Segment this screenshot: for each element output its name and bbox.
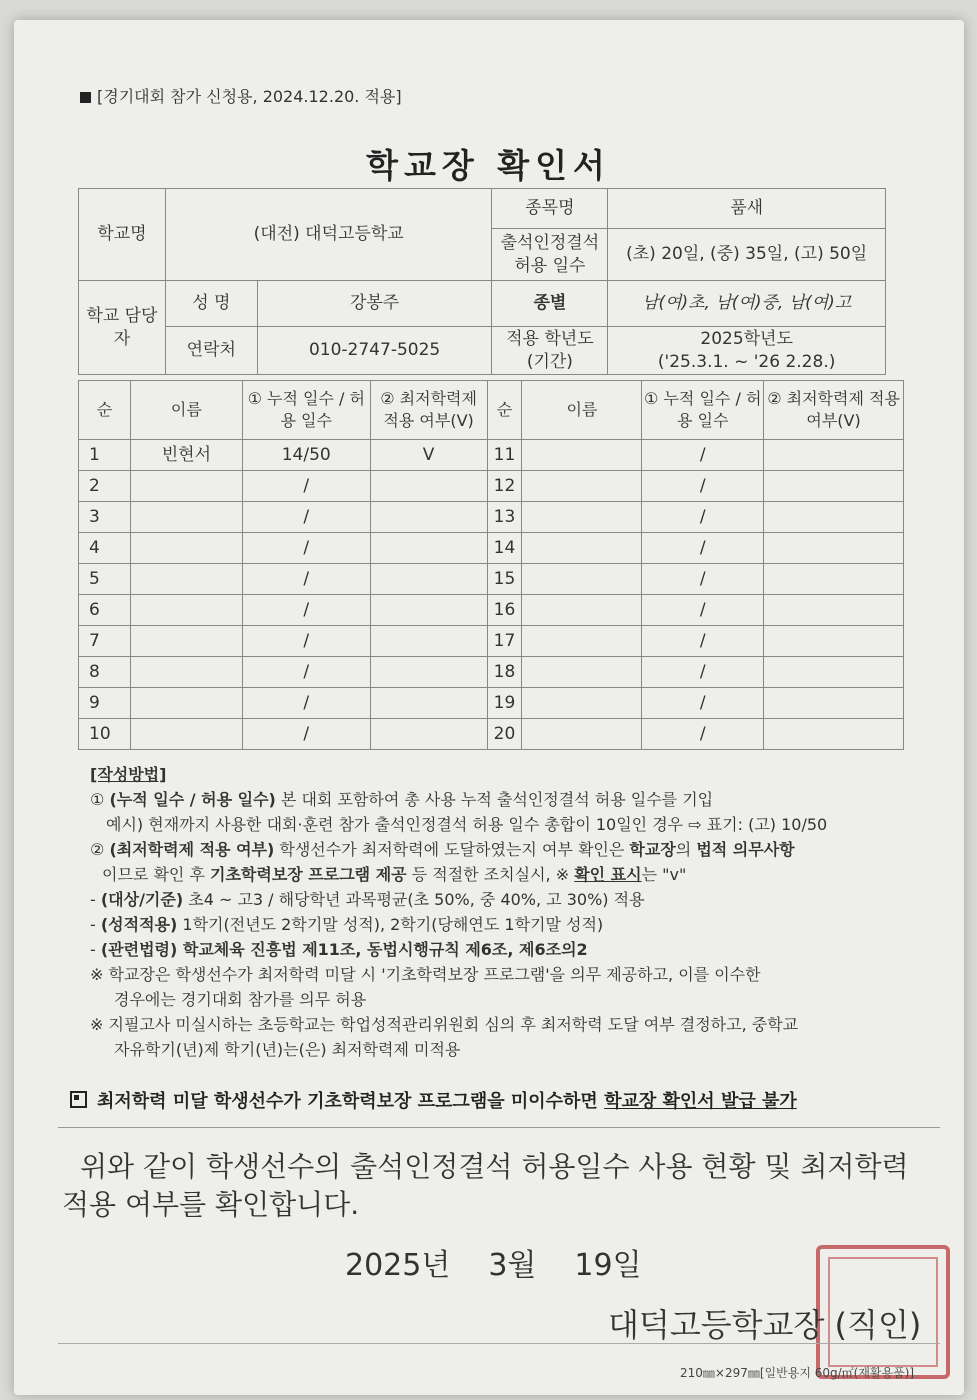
guide-heading: [작성방법] [90,765,167,784]
contact-value: 010-2747-5025 [257,327,492,375]
table-row: 8 / 18 / [79,657,904,688]
guide-line: 경우에는 경기대회 참가를 의무 허용 [114,990,367,1009]
guide-line: ※ 학교장은 학생선수가 최저학력 미달 시 '기초학력보장 프로그램'을 의무 제공하고, 이를 이수한 [90,965,761,984]
guide-line: - (대상/기준) 초4 ~ 고3 / 해당학년 과목평균(초 50%, 중 40%, 고 30%) 적용 [90,890,645,909]
category-value: 남(여)초, 남(여)중, 남(여)고 [608,281,886,327]
document-title: 학교장 확인서 [366,146,611,185]
info-table [78,188,886,375]
sport-value: 품새 [608,189,886,229]
guide-line: 이므로 확인 후 기초학력보장 프로그램 제공 등 적절한 조치실시, ※ 확인 표시는 "v" [102,865,687,884]
guide-line: - (관련법령) 학교체육 진흥법 제11조, 동법시행규칙 제6조, 제6조의2 [90,940,588,959]
guide-line: 예시) 현재까지 사용한 대회·훈련 참가 출석인정결석 허용 일수 총합이 10일인 경우 ⇨ 표기: (고) 10/50 [106,815,828,834]
school-label: 학교명 [79,189,166,281]
table-row: 9 / 19 / [79,688,904,719]
school-value: (대전) 대덕고등학교 [165,189,492,281]
table-row: 4 / 14 / [79,533,904,564]
table-row: 1 빈현서 14/50 V 11 / [79,440,904,471]
guide-line: - (성적적용) 1학기(전년도 2학기말 성적), 2학기(당해연도 1학기말 성적) [90,915,604,934]
students-table [78,380,904,750]
guide-line: 자유학기(년)제 학기(년)는(은) 최저학력제 미적용 [114,1040,461,1059]
table-row: 2 / 12 / [79,471,904,502]
guide-line: ① (누적 일수 / 허용 일수) 본 대회 포함하여 총 사용 누적 출석인정결석 허용 일수를 기입 [90,790,714,809]
paper-spec-footer: 210㎜×297㎜[일반용지 60g/㎡(재활용품)] [680,1366,915,1380]
divider [58,1127,940,1128]
divider [58,1343,940,1344]
signature: 대덕고등학교장 (직인) [608,1306,922,1344]
category-label: 종별 [492,281,608,327]
table-row: 7 / 17 / [79,626,904,657]
year-value: 2025학년도 ('25.3.1. ~ '26 2.28.) [608,327,886,375]
notice-box-icon [70,1091,87,1108]
table-row: 3 / 13 / [79,502,904,533]
table-row: 5 / 15 / [79,564,904,595]
table-row: 6 / 16 / [79,595,904,626]
table-row: 10 / 20 / [79,719,904,750]
issue-date: 2025년 3월 19일 [345,1248,642,1283]
header-note: [경기대회 참가 신청용, 2024.12.20. 적용] [80,84,402,107]
name-value: 강봉주 [257,281,492,327]
allowance-value: (초) 20일, (중) 35일, (고) 50일 [608,229,886,281]
guide-line: ※ 지필고사 미실시하는 초등학교는 학업성적관리위원회 심의 후 최저학력 도달 여부 결정하고, 중학교 [90,1015,799,1034]
allowance-label: 출석인정결석 허용 일수 [492,229,608,281]
confirmation-statement: 위와 같이 학생선수의 출석인정결석 허용일수 사용 현황 및 최저학력 적용 여부를 확인합니다. [62,1150,909,1221]
sport-label: 종목명 [492,189,608,229]
name-label: 성 명 [165,281,257,327]
writing-guide [90,762,930,1062]
notice: 최저학력 미달 학생선수가 기초학력보장 프로그램을 미이수하면 학교장 확인서 발급 불가 [70,1087,797,1113]
students-header-row: 순 이름 ① 누적 일수 / 허용 일수 ② 최저학력제 적용 여부(V) 순 이름 ① 누적 일수 / 허용 일수 ② 최저학력제 적용 여부(V) [79,381,904,440]
guide-line: ② (최저학력제 적용 여부) 학생선수가 최저학력에 도달하였는지 여부 확인은 학교장의 법적 의무사항 [90,840,795,859]
manager-label: 학교 담당자 [79,281,166,375]
year-label: 적용 학년도 (기간) [492,327,608,375]
contact-label: 연락처 [165,327,257,375]
